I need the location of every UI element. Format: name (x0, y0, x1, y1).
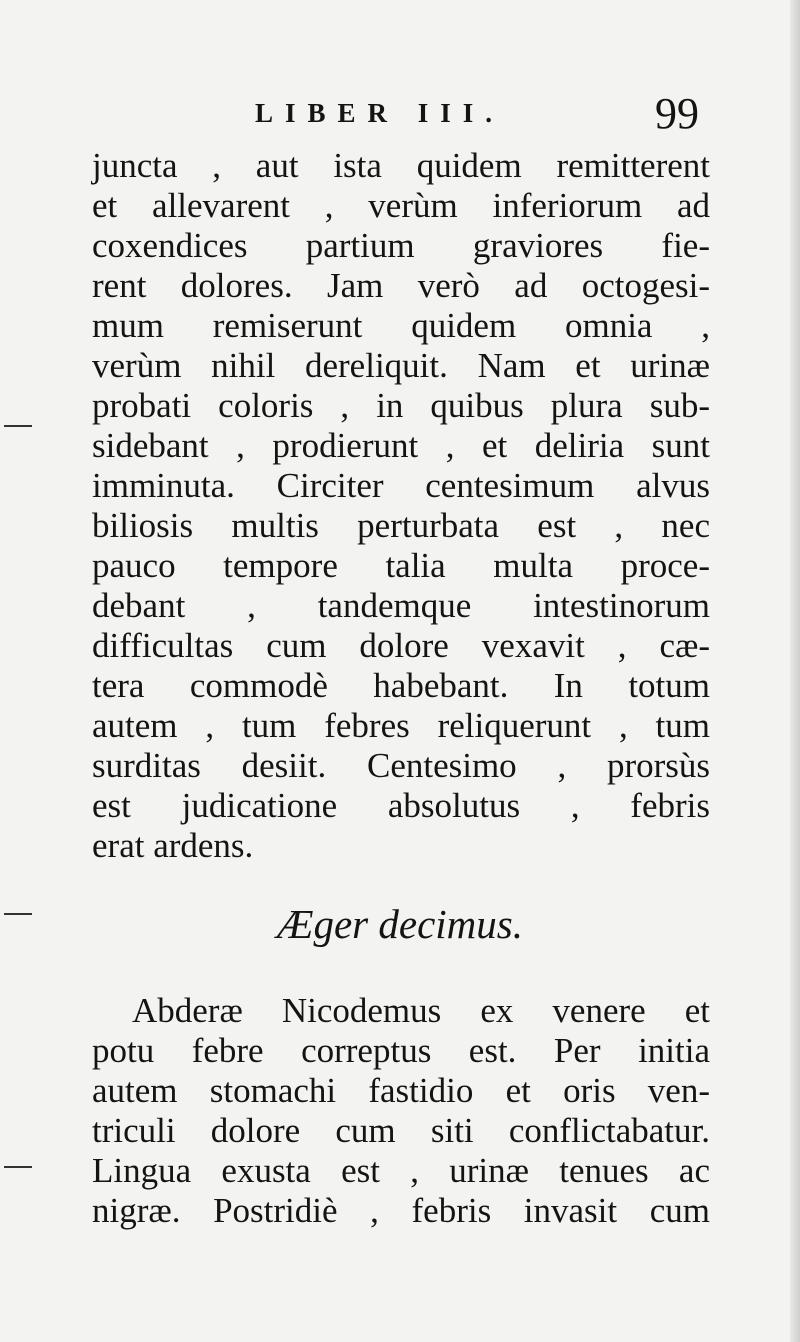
text-line: autem , tum febres reliquerunt , tum (92, 706, 710, 745)
text-line: Lingua exusta est , urinæ tenues ac (92, 1151, 710, 1190)
section-title: Æger decimus. (277, 901, 523, 947)
text-line: est judicatione absolutus , febris (92, 786, 710, 825)
paragraph-2 (92, 991, 710, 1231)
text-line: Abderæ Nicodemus ex venere et (132, 991, 710, 1030)
text-line: juncta , aut ista quidem remitterent (92, 146, 710, 185)
text-line: imminuta. Circiter centesimum alvus (92, 466, 710, 505)
text-line: tera commodè habebant. In totum (92, 666, 710, 705)
text-line: rent dolores. Jam verò ad octogesi- (92, 266, 710, 305)
text-line: pauco tempore talia multa proce- (92, 546, 710, 585)
text-line: probati coloris , in quibus plura sub- (92, 386, 710, 425)
text-line: mum remiserunt quidem omnia , (92, 306, 710, 345)
text-line: biliosis multis perturbata est , nec (92, 506, 710, 545)
running-head: LIBER III. (255, 98, 505, 128)
text-line: coxendices partium graviores fie- (92, 226, 710, 265)
text-line: nigræ. Postridiè , febris invasit cum (92, 1191, 710, 1230)
text-line: et allevarent , verùm inferiorum ad (92, 186, 710, 225)
margin-mark (4, 913, 32, 915)
page-number: 99 (655, 89, 699, 138)
text-line: sidebant , prodierunt , et deliria sunt (92, 426, 710, 465)
margin-mark (4, 425, 32, 427)
text-line: potu febre correptus est. Per initia (92, 1031, 710, 1070)
text-line: surditas desiit. Centesimo , prorsùs (92, 746, 710, 785)
paragraph-1 (92, 146, 710, 866)
margin-mark (4, 1166, 32, 1168)
text-line: triculi dolore cum siti conflictabatur. (92, 1111, 710, 1150)
text-line: autem stomachi fastidio et oris ven- (92, 1071, 710, 1110)
text-line: difficultas cum dolore vexavit , cæ- (92, 626, 710, 665)
page-edge-shadow (790, 0, 800, 1342)
text-line: verùm nihil dereliquit. Nam et urinæ (92, 346, 710, 385)
text-line: erat ardens. (92, 826, 254, 865)
text-line: debant , tandemque intestinorum (92, 586, 710, 625)
